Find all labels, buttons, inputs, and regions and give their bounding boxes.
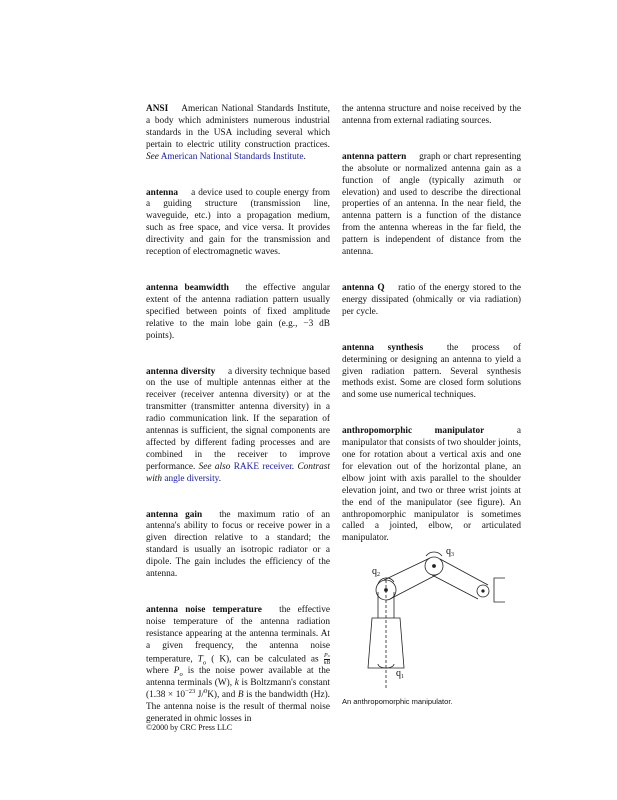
forearm-line (432, 575, 478, 599)
term-antenna-gain: antenna gain (146, 509, 203, 520)
symbol-k: k (234, 678, 239, 689)
definition-part: where (146, 666, 169, 677)
definition-part: K), and (207, 689, 236, 700)
subscript-o: o (327, 652, 330, 658)
entry-antenna-beamwidth (146, 283, 330, 343)
forearm-line (440, 559, 488, 585)
definition-part: J/ (197, 689, 204, 700)
term-antenna-diversity: antenna diversity (146, 366, 216, 377)
term-antenna-pattern: antenna pattern (342, 151, 407, 162)
label-q2: $q_2$ (372, 566, 380, 578)
definition-part: is the bandwidth (Hz). The antenna noise is the result of thermal noise generated in ohmic losses in (146, 689, 330, 724)
manipulator-figure (342, 540, 522, 700)
rotation-arrow-q3 (426, 552, 442, 556)
definition-ansi: American National Standards Institute, a body which administers numerous industrial standards in the USA including several which pertain to electric utility construction practices. (146, 104, 330, 150)
label-q3: $q_3$ (446, 546, 454, 558)
contrast-with-label: Contrast with (146, 461, 331, 484)
degree-marker: 0 (203, 687, 208, 695)
period: . (291, 461, 295, 472)
link-american-national-standards-institute[interactable]: American National Standards Institute (160, 151, 304, 162)
subscript-o: o (179, 671, 183, 679)
upper-arm-line (390, 574, 438, 599)
term-antenna: antenna (146, 187, 179, 198)
term-anthropomorphic-manipulator: anthropomorphic manipulator (342, 426, 485, 437)
entry-antenna-gain (146, 510, 330, 581)
gripper-shape (494, 578, 505, 602)
figure-caption: An anthropomorphic manipulator. (342, 697, 453, 706)
term-antenna-synthesis: antenna synthesis (342, 342, 424, 353)
copyright-footer: ©2000 by CRC Press LLC (146, 723, 233, 732)
fraction-po-over-kb (324, 653, 330, 666)
link-rake-receiver[interactable]: RAKE receiver (233, 461, 292, 472)
term-ansi: ANSI (146, 104, 169, 114)
continued-text (342, 104, 521, 128)
entry-antenna-synthesis (342, 343, 521, 403)
symbol-b: B (237, 689, 244, 700)
definition-part: is the noise power available at the antenna terminals (W), (146, 666, 331, 689)
definition-antenna-synthesis: the process of determining or designing an antenna to yield a given radiation pattern. Several synthesis methods exist. Some are closed form solutions and some use numerical techniques. (342, 342, 521, 401)
term-antenna-noise-temperature: antenna noise temperature (146, 605, 262, 615)
exponent: −23 (185, 687, 196, 695)
definition-antenna: a device used to couple energy from a guiding structure (transmission line, waveguide, etc.) into a propagation medium, such as free space, and vice versa. It provides directivity and gain for the transmission and reception of electromagnetic waves. (146, 187, 330, 258)
definition-antenna-diversity: a diversity technique based on the use of multiple antennas either at the receiver (receiver antenna diversity) or at the transmitter (transmitter antenna diversity) in a radio communication link. If the separation of antennas is sufficient, the signal components are affected by different fading processes and are combined in the receiver to improve performance. (146, 366, 330, 472)
symbol-p: P (324, 652, 328, 659)
definition-antenna-q: ratio of the energy stored to the energy dissipated (ohmically or via radiation) per cycle. (342, 282, 521, 317)
definition-part: ( K), can be calculated as (211, 654, 319, 665)
entry-antenna-diversity (146, 367, 330, 486)
definition-antenna-gain: the maximum ratio of an antenna's ability to focus or receive power in a given direction relative to a standard; the standard is usually an isotropic radiator or a dipole. The gain includes the efficiency of the antenna. (146, 509, 331, 580)
entry-antenna (146, 188, 330, 259)
definition-part: is Boltzmann's constant (1.38 × 10 (146, 678, 331, 700)
entry-antenna-pattern (342, 152, 521, 259)
entry-antenna-noise-temperature (146, 605, 330, 726)
definition-antenna-beamwidth: the effective angular extent of the antenna radiation pattern usually specified between points of fixed amplitude relative to the main lobe gain (e.g., −3 dB points). (146, 282, 331, 341)
symbol-t: T (197, 654, 203, 665)
elbow-pivot (433, 565, 436, 568)
definition-part: the effective noise temperature of the antenna radiation resistance appearing at the antenna terminals. At a given frequency, the antenna noise temperature, (146, 605, 331, 665)
shoulder-pivot (385, 589, 388, 592)
link-angle-diversity[interactable]: angle diversity (164, 473, 219, 484)
fraction-numerator (324, 653, 330, 660)
definition-antenna-pattern: graph or chart representing the absolute or normalized antenna gain as a function of angle (typically azimuth or elevation) and used to describe the directional properties of an antenna. In the near field, the antenna pattern is a function of the distance from the antenna whereas in the far field, the pattern is independent of distance from the antenna. (342, 151, 521, 258)
subscript-o: o (202, 659, 207, 667)
term-antenna-q: antenna Q (342, 282, 385, 293)
upper-arm-line (384, 558, 430, 580)
entry-ansi (146, 104, 330, 164)
fraction-denominator: kB (323, 659, 331, 666)
entry-anthropomorphic-manipulator (342, 426, 521, 545)
symbol-p: P (173, 666, 180, 677)
label-q1: $q_1$ (396, 668, 404, 680)
period: . (218, 473, 222, 484)
see-label: See (146, 151, 159, 162)
wrist-pivot (482, 590, 484, 592)
term-antenna-beamwidth: antenna beamwidth (146, 282, 229, 293)
definition-anthropomorphic-manipulator: a manipulator that consists of two shoulder joints, one for rotation about a vertical axis and one for elevation out of the horizontal plane, an elbow joint with axis parallel to the shoulder elevation joint, and two or three wrist joints at the end of the manipulator (see figure). An anthropomorphic manipulator is sometimes called a jointed, elbow, or articulated manipulator. (342, 426, 521, 544)
see-also-label: See also (198, 461, 231, 472)
continuation-text: the antenna structure and noise received by the antenna from external radiating sources. (342, 104, 521, 126)
period: . (303, 151, 306, 162)
entry-antenna-q (342, 283, 521, 319)
right-column (342, 104, 521, 569)
left-column (146, 104, 330, 750)
